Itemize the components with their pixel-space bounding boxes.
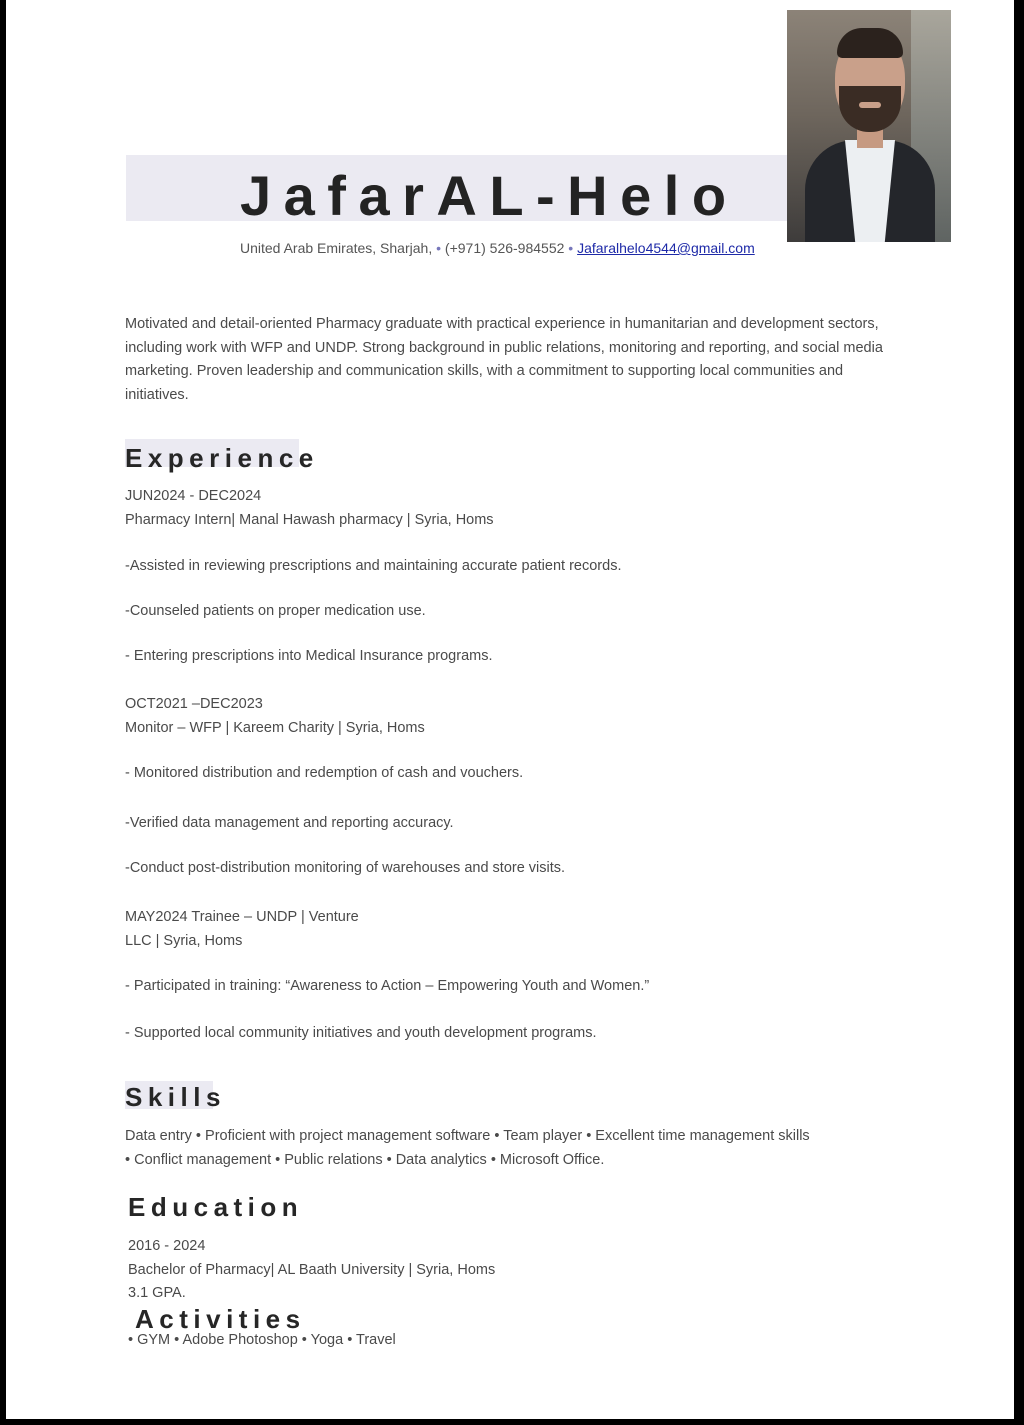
job-dates: OCT2021 –DEC2023 xyxy=(125,696,263,712)
education-heading: Education xyxy=(128,1192,304,1222)
experience-heading: Experience xyxy=(125,443,319,473)
separator-dot: • xyxy=(436,240,442,256)
professional-summary: Motivated and detail-oriented Pharmacy graduate with practical experience in humanitarian and development sectors, including work with WFP and UNDP. Strong background in public relations, monitoring and reporting, and social media marketing. Proven leadership and communication skills, with a commitment to supporting local communities and initiatives. xyxy=(125,316,883,403)
activities-heading: Activities xyxy=(135,1304,306,1334)
job-dates: JUN2024 - DEC2024 xyxy=(125,488,262,504)
job-bullet: - Participated in training: “Awareness to Action – Empowering Youth and Women.” xyxy=(125,978,650,994)
job-role: MAY2024 Trainee – UNDP | Venture xyxy=(125,909,359,925)
profile-photo xyxy=(787,10,951,242)
contact-phone: (+971) 526-984552 xyxy=(444,240,565,256)
separator-dot: • xyxy=(568,240,574,256)
job-bullet: -Verified data management and reporting accuracy. xyxy=(125,815,454,831)
job-bullet: - Supported local community initiatives and youth development programs. xyxy=(125,1025,597,1041)
job-role: Pharmacy Intern| Manal Hawash pharmacy | Syria, Homs xyxy=(125,512,494,528)
contact-line xyxy=(240,238,755,258)
job-bullet: - Monitored distribution and redemption of cash and vouchers. xyxy=(125,765,524,781)
skills-line: • Conflict management • Public relations • Data analytics • Microsoft Office. xyxy=(125,1152,605,1168)
skills-heading: Skills xyxy=(125,1082,226,1112)
contact-location: United Arab Emirates, Sharjah, xyxy=(240,240,433,256)
job-role: LLC | Syria, Homs xyxy=(125,933,243,949)
job-bullet: - Entering prescriptions into Medical Insurance programs. xyxy=(125,648,493,664)
skills-line: Data entry • Proficient with project management software • Team player • Excellent time management skills xyxy=(125,1128,810,1144)
job-bullet: -Counseled patients on proper medication use. xyxy=(125,603,426,619)
candidate-name: JafarAL-Helo xyxy=(240,164,739,227)
job-bullet: -Conduct post-distribution monitoring of warehouses and store visits. xyxy=(125,860,566,876)
activities-list: • GYM • Adobe Photoshop • Yoga • Travel xyxy=(128,1332,396,1348)
job-bullet: -Assisted in reviewing prescriptions and maintaining accurate patient records. xyxy=(125,558,622,574)
education-dates: 2016 - 2024 xyxy=(128,1238,206,1254)
education-degree: Bachelor of Pharmacy| AL Baath University | Syria, Homs xyxy=(128,1262,496,1278)
contact-email-link[interactable]: Jafaralhelo4544@gmail.com xyxy=(577,240,755,256)
job-role: Monitor – WFP | Kareem Charity | Syria, Homs xyxy=(125,720,425,736)
education-gpa: 3.1 GPA. xyxy=(128,1285,186,1301)
resume-page xyxy=(6,0,1014,1419)
